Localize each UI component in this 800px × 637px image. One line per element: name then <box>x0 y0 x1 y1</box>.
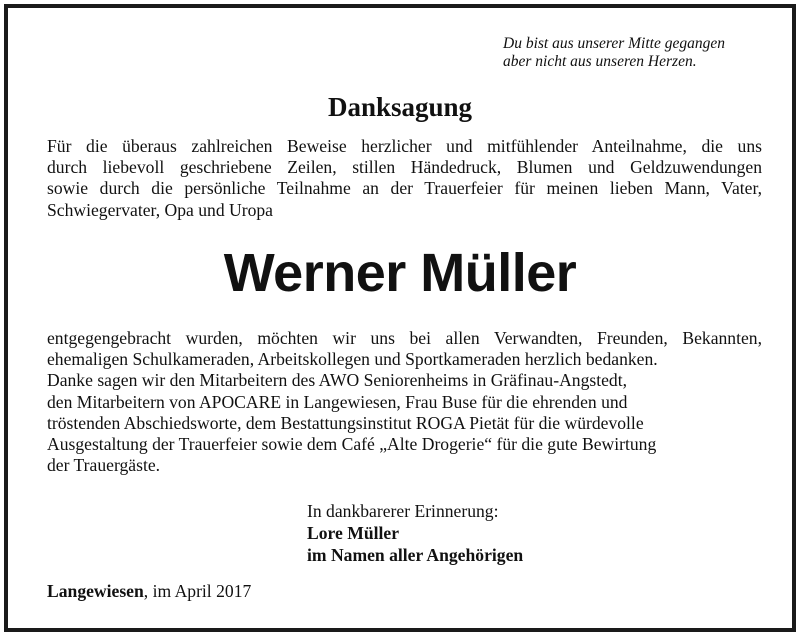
paragraph-1 <box>47 136 762 221</box>
paragraph-2-line: entgegengebracht wurden, möchten wir uns bei allen Verwandten, Freunden, Bekannten, <box>47 328 762 348</box>
paragraph-1-line: Für die überaus zahlreichen Beweise herzlicher und mitfühlender Anteilnahme, die uns <box>47 136 762 156</box>
paragraph-1-line: sowie durch die persönliche Teilnahme an der Trauerfeier für meinen lieben Mann, Vater, <box>47 178 762 199</box>
motto <box>503 35 773 71</box>
signature-name: Lore Müller <box>307 523 400 543</box>
paragraph-2 <box>47 328 762 476</box>
heading: Danksagung <box>327 92 473 122</box>
deceased-name: Werner Müller <box>223 243 577 303</box>
paragraph-2-line: ehemaligen Schulkameraden, Arbeitskollegen und Sportkameraden herzlich bedanken. <box>47 349 658 370</box>
paragraph-2-line: Ausgestaltung der Trauerfeier sowie dem Café „Alte Drogerie“ für die gute Bewirtung <box>47 434 657 455</box>
paragraph-2-line: den Mitarbeitern von APOCARE in Langewiesen, Frau Buse für die ehrenden und <box>47 391 628 412</box>
paragraph-2-line: tröstenden Abschiedsworte, dem Bestattungsinstitut ROGA Pietät für die würdevolle <box>47 412 644 433</box>
motto-line-1: Du bist aus unserer Mitte gegangen <box>503 35 725 52</box>
date-text: , im April 2017 <box>143 581 252 601</box>
signature-intro: In dankbarerer Erinnerung: <box>307 501 499 521</box>
signature-on-behalf: im Namen aller Angehörigen <box>307 545 524 565</box>
paragraph-2-line: Danke sagen wir den Mitarbeitern des AWO Seniorenheims in Gräfinau-Angstedt, <box>47 370 628 391</box>
paragraph-1-line: Schwiegervater, Opa und Uropa <box>47 199 273 220</box>
paragraph-2-line: der Trauergäste. <box>47 455 161 476</box>
paragraph-1-line: durch liebevoll geschriebene Zeilen, stillen Händedruck, Blumen und Geldzuwendungen <box>47 157 762 178</box>
place-name: Langewiesen <box>47 581 144 601</box>
place-date <box>47 580 251 602</box>
motto-line-2: aber nicht aus unseren Herzen. <box>503 53 697 70</box>
signature-block <box>307 500 523 566</box>
